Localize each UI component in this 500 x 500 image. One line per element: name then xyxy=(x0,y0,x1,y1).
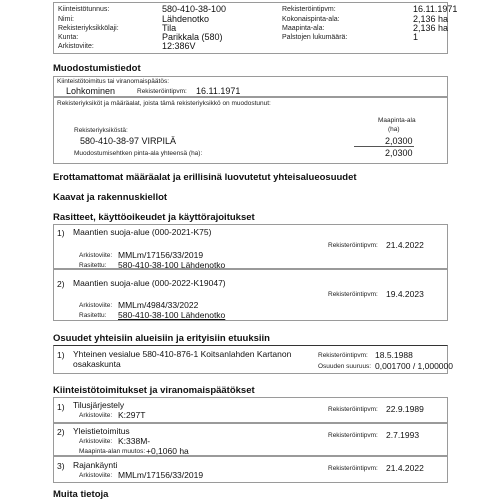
easement-2-number: 2) xyxy=(57,279,65,289)
easement-2-archive: MMLm/4984/33/2022 xyxy=(118,300,199,310)
formation-sources-label: Rekisteriyksiköt ja määräalat, joista tämä rekisteriyksikkö on muodostunut: xyxy=(57,100,271,107)
unit-type-label: Rekisteriyksikkölaji: xyxy=(58,25,119,32)
other-title: Muita tietoja xyxy=(53,489,109,500)
procedure-1-date: 22.9.1989 xyxy=(386,404,424,414)
easement-1-title: Maantien suoja-alue (000-2021-K75) xyxy=(73,227,212,237)
formation-date-value: 16.11.1971 xyxy=(196,86,241,96)
formation-title: Muodostumistiedot xyxy=(53,63,141,74)
easement-2-burdened-link[interactable]: 580-410-38-100 Lähdenotko xyxy=(118,310,226,320)
procedure-3-archive-label: Arkistoviite: xyxy=(79,472,113,479)
easement-2-date: 19.4.2023 xyxy=(386,289,424,299)
total-area-label: Kokonaispinta-ala: xyxy=(282,16,340,23)
share-1-date-label: Rekisteröintipvm: xyxy=(318,352,368,359)
procedure-2-change: +0,1060 ha xyxy=(146,446,189,456)
procedure-3-date-label: Rekisteröintipvm: xyxy=(328,465,378,472)
registration-date-label: Rekisteröintipvm: xyxy=(282,6,336,13)
formation-area-header: Maapinta-ala xyxy=(378,117,416,124)
parcel-count-label: Palstojen lukumäärä: xyxy=(282,34,348,41)
procedure-1-archive-label: Arkistoviite: xyxy=(79,412,113,419)
procedure-2-archive-label: Arkistoviite: xyxy=(79,438,113,445)
municipality-value: Parikkala (580) xyxy=(162,32,223,42)
easement-1-archive: MMLm/17156/33/2019 xyxy=(118,250,204,260)
archive-ref-value: 12:386V xyxy=(162,41,196,51)
land-area-label: Maapinta-ala: xyxy=(282,25,325,32)
formation-area-rule xyxy=(354,146,414,147)
formation-decision-label: Kiinteistötoimitus tai viranomaispäätös: xyxy=(57,78,169,85)
procedure-2-change-label: Maapinta-alan muutos: xyxy=(79,448,146,455)
easement-1-number: 1) xyxy=(57,228,65,238)
property-id-value: 580-410-38-100 xyxy=(162,4,227,14)
procedure-2-date-label: Rekisteröintipvm: xyxy=(328,432,378,439)
easement-2-date-label: Rekisteröintipvm: xyxy=(328,291,378,298)
formation-source-unit-label: Rekisteriyksiköstä: xyxy=(74,127,128,134)
land-area-value: 2,136 ha xyxy=(413,23,449,33)
procedure-2-title: Yleistietoimitus xyxy=(73,426,130,436)
formation-total-label: Muodostumisehtken pinta-ala yhteensä (ha): xyxy=(74,150,203,157)
name-label: Nimi: xyxy=(58,16,74,23)
procedure-2-archive: K:338M- xyxy=(118,436,151,446)
easement-1-archive-label: Arkistoviite: xyxy=(79,252,113,259)
shares-title: Osuudet yhteisiin alueisiin ja erityisiin etuuksiin xyxy=(53,333,270,344)
name-value: Lähdenotko xyxy=(162,14,210,24)
easement-1-date: 21.4.2022 xyxy=(386,240,424,250)
easement-1-burdened-link[interactable]: 580-410-38-100 Lähdenotko xyxy=(118,260,226,270)
undivided-title: Erottamattomat määräalat ja erillisinä luovutetut yhteisalueosuudet xyxy=(53,172,357,183)
registration-date-value: 16.11.1971 xyxy=(413,4,458,14)
easement-2-archive-label: Arkistoviite: xyxy=(79,302,113,309)
easements-title: Rasitteet, käyttöoikeudet ja käyttörajoitukset xyxy=(53,212,255,223)
plans-title: Kaavat ja rakennuskiellot xyxy=(53,192,168,203)
procedure-1-archive: K:297T xyxy=(118,410,146,420)
formation-decision-value: Lohkominen xyxy=(66,86,116,96)
parcel-count-value: 1 xyxy=(413,32,419,42)
formation-total-area: 2,0300 xyxy=(385,148,413,158)
formation-source-unit-value: 580-410-38-97 VIRPILÄ xyxy=(80,136,177,146)
share-1-size: 0,001700 / 1,000000 xyxy=(375,361,453,371)
unit-type-value: Tila xyxy=(162,23,177,33)
procedure-1-number: 1) xyxy=(57,402,65,412)
share-1-number: 1) xyxy=(57,350,65,360)
easement-2-title: Maantien suoja-alue (000-2022-K19047) xyxy=(73,278,226,288)
easement-1-burdened-label: Rasitettu: xyxy=(79,262,107,269)
formation-area-unit: (ha) xyxy=(388,126,400,133)
share-1-date: 18.5.1988 xyxy=(375,350,413,360)
procedure-1-title: Tilusjärjestely xyxy=(73,400,125,410)
formation-date-label: Rekisteröintipvm: xyxy=(137,88,187,95)
procedure-3-date: 21.4.2022 xyxy=(386,463,424,473)
procedure-3-number: 3) xyxy=(57,461,65,471)
share-1-title-line1: Yhteinen vesialue 580-410-876-1 Koitsanlahden Kartanon xyxy=(73,349,292,359)
procedure-2-number: 2) xyxy=(57,427,65,437)
procedure-3-archive: MMLm/17156/33/2019 xyxy=(118,470,204,480)
formation-source-area: 2,0300 xyxy=(385,136,413,146)
property-id-label: Kiinteistötunnus: xyxy=(58,6,110,13)
procedure-3-title: Rajankäynti xyxy=(73,460,118,470)
procedures-title: Kiinteistötoimitukset ja viranomaispäätökset xyxy=(53,385,255,396)
procedure-2-date: 2.7.1993 xyxy=(386,430,420,440)
total-area-value: 2,136 ha xyxy=(413,14,449,24)
easement-1-date-label: Rekisteröintipvm: xyxy=(328,242,378,249)
procedure-1-date-label: Rekisteröintipvm: xyxy=(328,406,378,413)
share-1-size-label: Osuuden suuruus: xyxy=(318,363,372,370)
archive-ref-label: Arkistoviite: xyxy=(58,43,94,50)
municipality-label: Kunta: xyxy=(58,34,79,41)
easement-2-burdened-label: Rasitettu: xyxy=(79,312,107,319)
share-1-title-line2: osakaskunta xyxy=(73,359,121,369)
